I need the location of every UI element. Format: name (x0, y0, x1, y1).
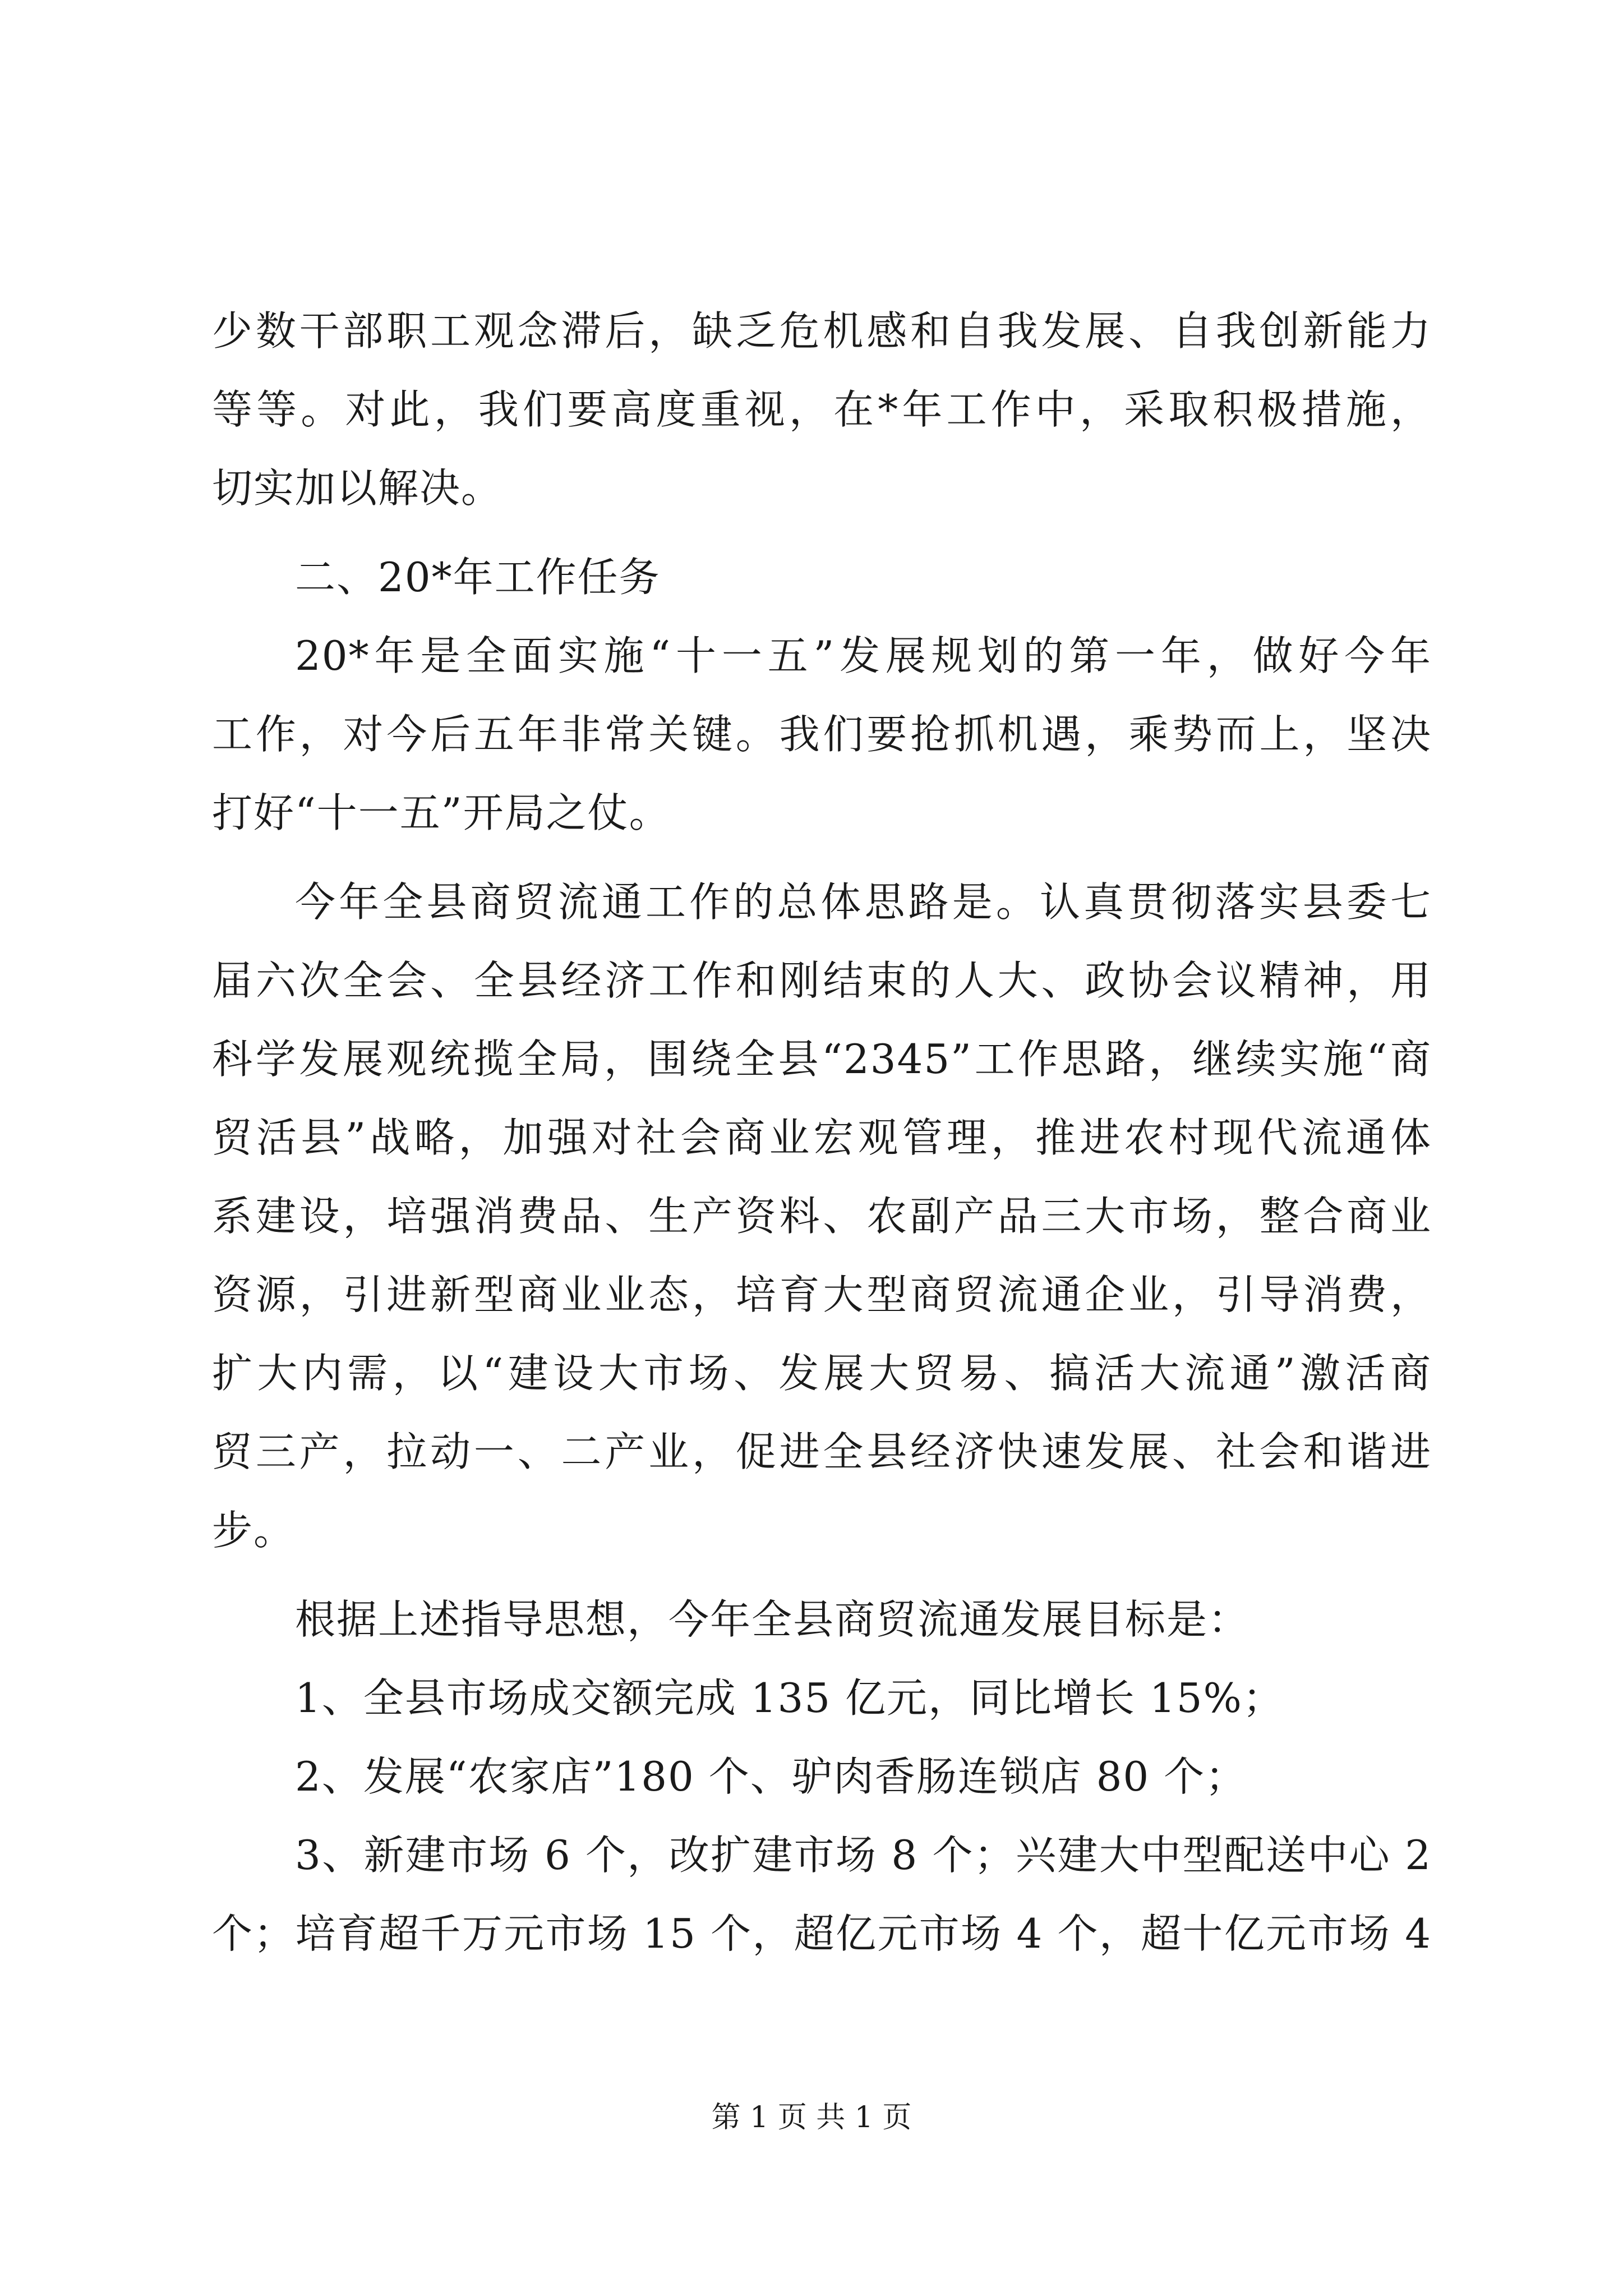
text-line: 科学发展观统揽全局，围绕全县“2345”工作思路，继续实施“商 (212, 1036, 1432, 1083)
text-line: 切实加以解决。 (212, 464, 503, 512)
text-line: 贸活县”战略，加强对社会商业宏观管理，推进农村现代流通体 (212, 1114, 1432, 1161)
page-footer: 第 1 页 共 1 页 (711, 2101, 912, 2134)
text-line: 少数干部职工观念滞后，缺乏危机感和自我发展、自我创新能力 (212, 307, 1432, 355)
text-line: 届六次全会、全县经济工作和刚结束的人大、政协会议精神，用 (212, 957, 1432, 1004)
text-line: 等等。对此，我们要高度重视，在*年工作中，采取积极措施， (212, 386, 1432, 433)
text-line: 贸三产，拉动一、二产业，促进全县经济快速发展、社会和谐进 (212, 1428, 1432, 1475)
text-line: 系建设，培强消费品、生产资料、农副产品三大市场，整合商业 (212, 1193, 1432, 1240)
text-line: 资源，引进新型商业业态，培育大型商贸流通企业，引导消费， (212, 1271, 1432, 1318)
text-line: 个；培育超千万元市场 15 个，超亿元市场 4 个，超十亿元市场 4 (212, 1910, 1432, 1957)
text-line: 根据上述指导思想，今年全县商贸流通发展目标是： (295, 1596, 1250, 1643)
text-line: 20*年是全面实施“十一五”发展规划的第一年，做好今年 (295, 632, 1432, 679)
list-item: 2、发展“农家店”180 个、驴肉香肠连锁店 80 个； (295, 1753, 1247, 1800)
text-line: 步。 (212, 1507, 296, 1554)
text-line: 工作，对今后五年非常关键。我们要抢抓机遇，乘势而上，坚决 (212, 711, 1432, 758)
text-line: 今年全县商贸流通工作的总体思路是。认真贯彻落实县委七 (295, 878, 1432, 926)
document-body (212, 292, 1432, 1973)
text-line: 打好“十一五”开局之仗。 (212, 789, 671, 836)
list-item: 3、新建市场 6 个，改扩建市场 8 个；兴建大中型配送中心 2 (295, 1832, 1432, 1879)
text-line: 扩大内需，以“建设大市场、发展大贸易、搞活大流通”激活商 (212, 1350, 1432, 1397)
list-item: 1、全县市场成交额完成 135 亿元，同比增长 15%； (295, 1674, 1284, 1722)
section-heading: 二、20*年工作任务 (295, 554, 661, 601)
